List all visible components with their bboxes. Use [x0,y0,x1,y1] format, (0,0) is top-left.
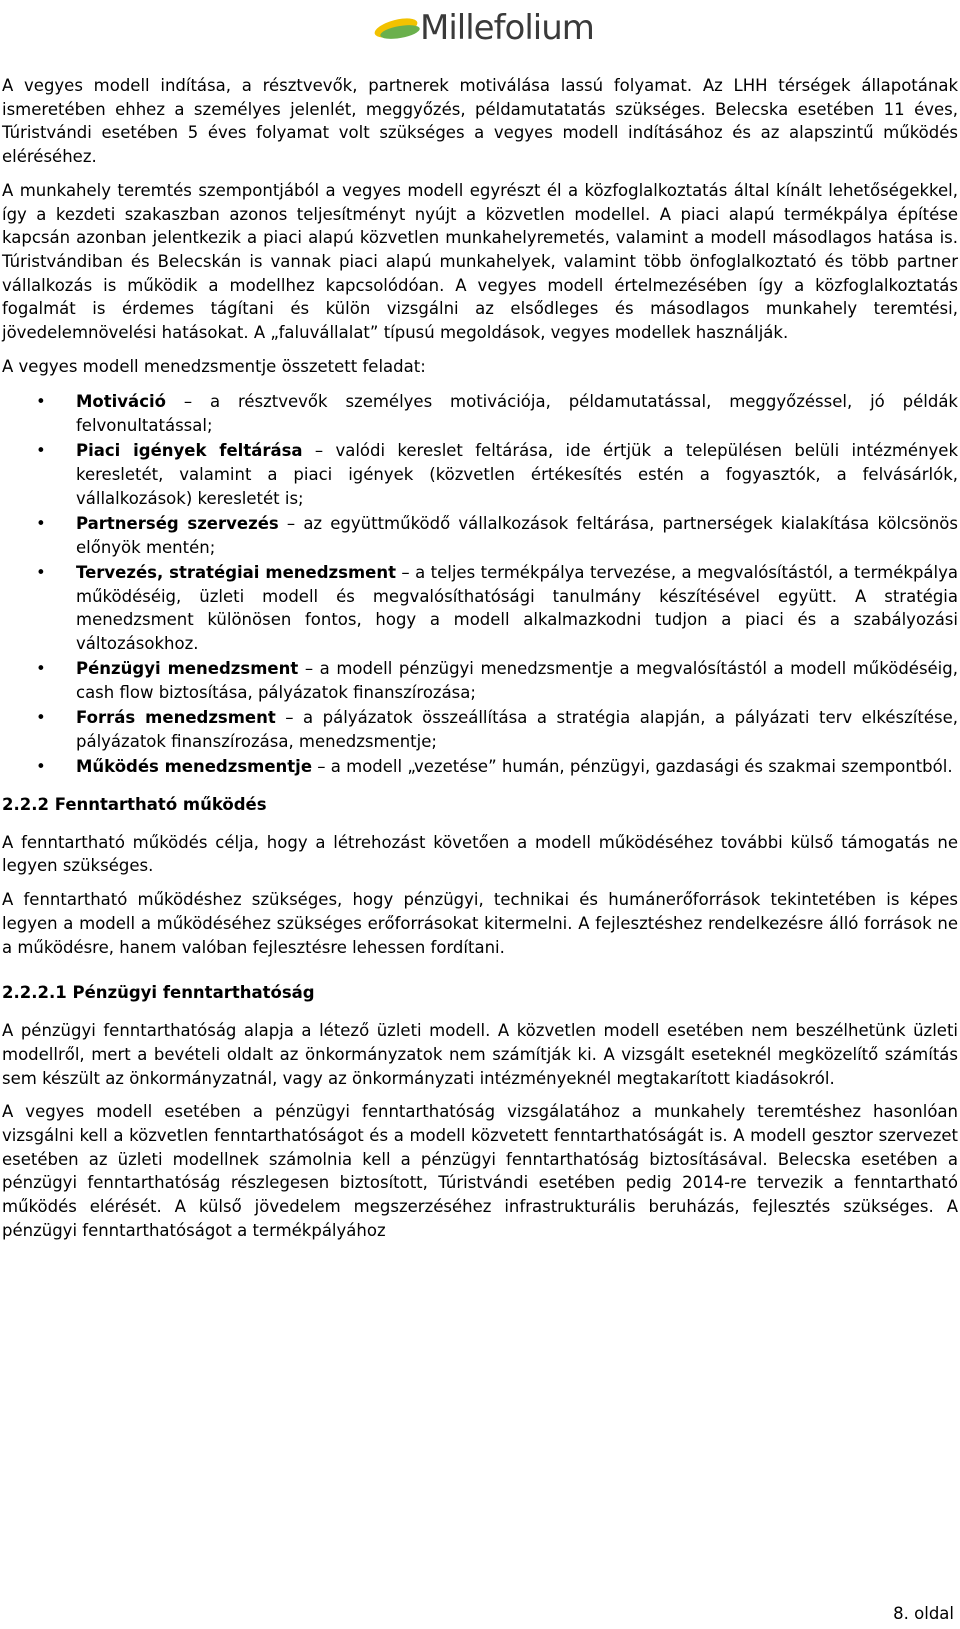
list-item [2,390,958,437]
bullet-icon: • [36,659,46,679]
logo-leaf-icon [368,8,428,48]
list-item [2,657,958,704]
bullet-text: – a résztvevők személyes motivációja, példamutatással, meggyőzéssel, jó példák felvonultatással; [76,392,958,436]
paragraph: A vegyes modell esetében a pénzügyi fenntarthatóság vizsgálatához a munkahely teremtéshez hasonlóan vizsgálni kell a közvetlen fenntarthatóságot és a modell közvetett fenntarthatóságát is. A modell gesztor szervezet esetében az üzleti modellnek számolnia kell a pénzügyi fenntarthatóság biztosításával. Belecska esetében a pénzügyi fenntarthatóság részlegesen biztosított, Túristvándi esetében pedig 2014-re tervezik a fenntartható működés elérését. A külső jövedelem megszerzéséhez infrastrukturális beruházás, fejlesztés szükséges. A pénzügyi fenntarthatóságot a termékpályához [2,1102,958,1240]
bullet-text: – valódi kereslet feltárása, ide értjük a településen belüli intézmények keresletét, valamint a piaci igények (közvetlen értékesítés estén a fogyasztók, a felvásárlók, vállalkozások) keresletét is; [76,441,959,508]
list-item [2,706,958,753]
bullet-text: – a teljes termékpálya tervezése, a megvalósítástól, a termékpálya működéséig, üzleti modell és megvalósíthatósági tanulmány készítésével együtt. A stratégia menedzsment különösen fontos, hogy a modell alkalmazkodni tudjon a piaci és a szabályozási változásokhoz. [76,562,958,653]
section-heading: 2.2.2 Fenntartható működés [2,794,267,814]
logo-text: Millefolium [420,8,594,48]
bullet-term: Piaci igények feltárása [76,441,303,461]
bullet-icon: • [36,708,46,728]
list-item [2,561,958,656]
paragraph: A vegyes modell menedzsmentje összetett feladat: [2,356,426,376]
millefolium-logo [380,4,594,64]
management-bullet-list [2,390,958,778]
page-header [0,4,960,64]
paragraph: A vegyes modell indítása, a résztvevők, partnerek motiválása lassú folyamat. Az LHH térségek állapotának ismeretében ehhez a személyes jelenlét, meggyőzés, példamutatatás szükséges. Belecska esetében 11 éves, Túristvándi esetében 5 éves folyamat volt szükséges a vegyes modell indításához és az alapszintű működés eléréséhez. [2,76,958,167]
paragraph: A fenntartható működés célja, hogy a létrehozást követően a modell működéséhez további külső támogatás ne legyen szükséges. [2,832,958,876]
document-body [2,74,958,1253]
bullet-term: Partnerség szervezés [76,513,279,533]
list-item [2,755,958,779]
bullet-text: – az együttműködő vállalkozások feltárása, partnerségek kialakítása kölcsönös előnyök mentén; [76,513,958,557]
subsection-heading: 2.2.2.1 Pénzügyi fenntarthatóság [2,983,315,1003]
bullet-icon: • [36,562,46,582]
bullet-icon: • [36,441,46,461]
bullet-term: Pénzügyi menedzsment [76,659,299,679]
bullet-text: – a modell „vezetése” humán, pénzügyi, gazdasági és szakmai szempontból. [312,756,953,776]
bullet-icon: • [36,756,46,776]
paragraph: A pénzügyi fenntarthatóság alapja a létező üzleti modell. A közvetlen modell esetében nem beszélhetünk üzleti modellről, mert a bevételi oldalt az önkormányzatok nem számítják ki. A vizsgált eseteknél megközelítő számítás sem készült az önkormányzatnál, vagy az önkormányzati intézményeknél megtakarított kiadásokról. [2,1021,958,1088]
bullet-icon: • [36,513,46,533]
page-number: 8. oldal [893,1604,954,1623]
bullet-text: – a pályázatok összeállítása a stratégia alapján, a pályázati terv elkészítése, pályázatok finanszírozása, menedzsmentje; [76,708,958,751]
bullet-term: Motiváció [76,392,166,412]
bullet-term: Működés menedzsmentje [76,756,313,776]
bullet-term: Tervezés, stratégiai menedzsment [76,562,396,582]
paragraph: A munkahely teremtés szempontjából a vegyes modell egyrészt él a közfoglalkoztatás által kínált lehetőségekkel, így a kezdeti szakaszban azonos teljesítményt nyújt a közvetlen modellel. A piaci alapú termékpálya építése kapcsán azonban jelentkezik a piaci alapú közvetlen munkahelyremetés, valamint a modell másodlagos hatása is. Túristvándiban és Belecskán is vannak piaci alapú munkahelyek, valamint több önfoglalkoztató és több partner vállalkozás is működik a modellhez kapcsolódóan. A vegyes modell értelmezésében így a közfoglalkoztatás fogalmát is érdemes tágítani és külön vizsgálni az elsődleges és másodlagos munkahely teremtési, jövedelemnövelési hatásokat. A „faluvállalat” típusú megoldások, vegyes modellek használják. [2,180,958,343]
bullet-text: – a modell pénzügyi menedzsmentje a megvalósítástól a modell működéséig, cash flow biztosítása, pályázatok finanszírozása; [76,659,958,702]
paragraph: A fenntartható működéshez szükséges, hogy pénzügyi, technikai és humánerőforrások tekintetében is képes legyen a modell a működéséhez szükséges erőforrásokat kitermelni. A fejlesztéshez rendelkezésre álló források ne a működésre, hanem valóban fejlesztésre lehessen fordítani. [2,890,958,957]
list-item [2,439,958,510]
bullet-term: Forrás menedzsment [76,708,276,728]
bullet-icon: • [36,392,46,412]
list-item [2,512,958,559]
